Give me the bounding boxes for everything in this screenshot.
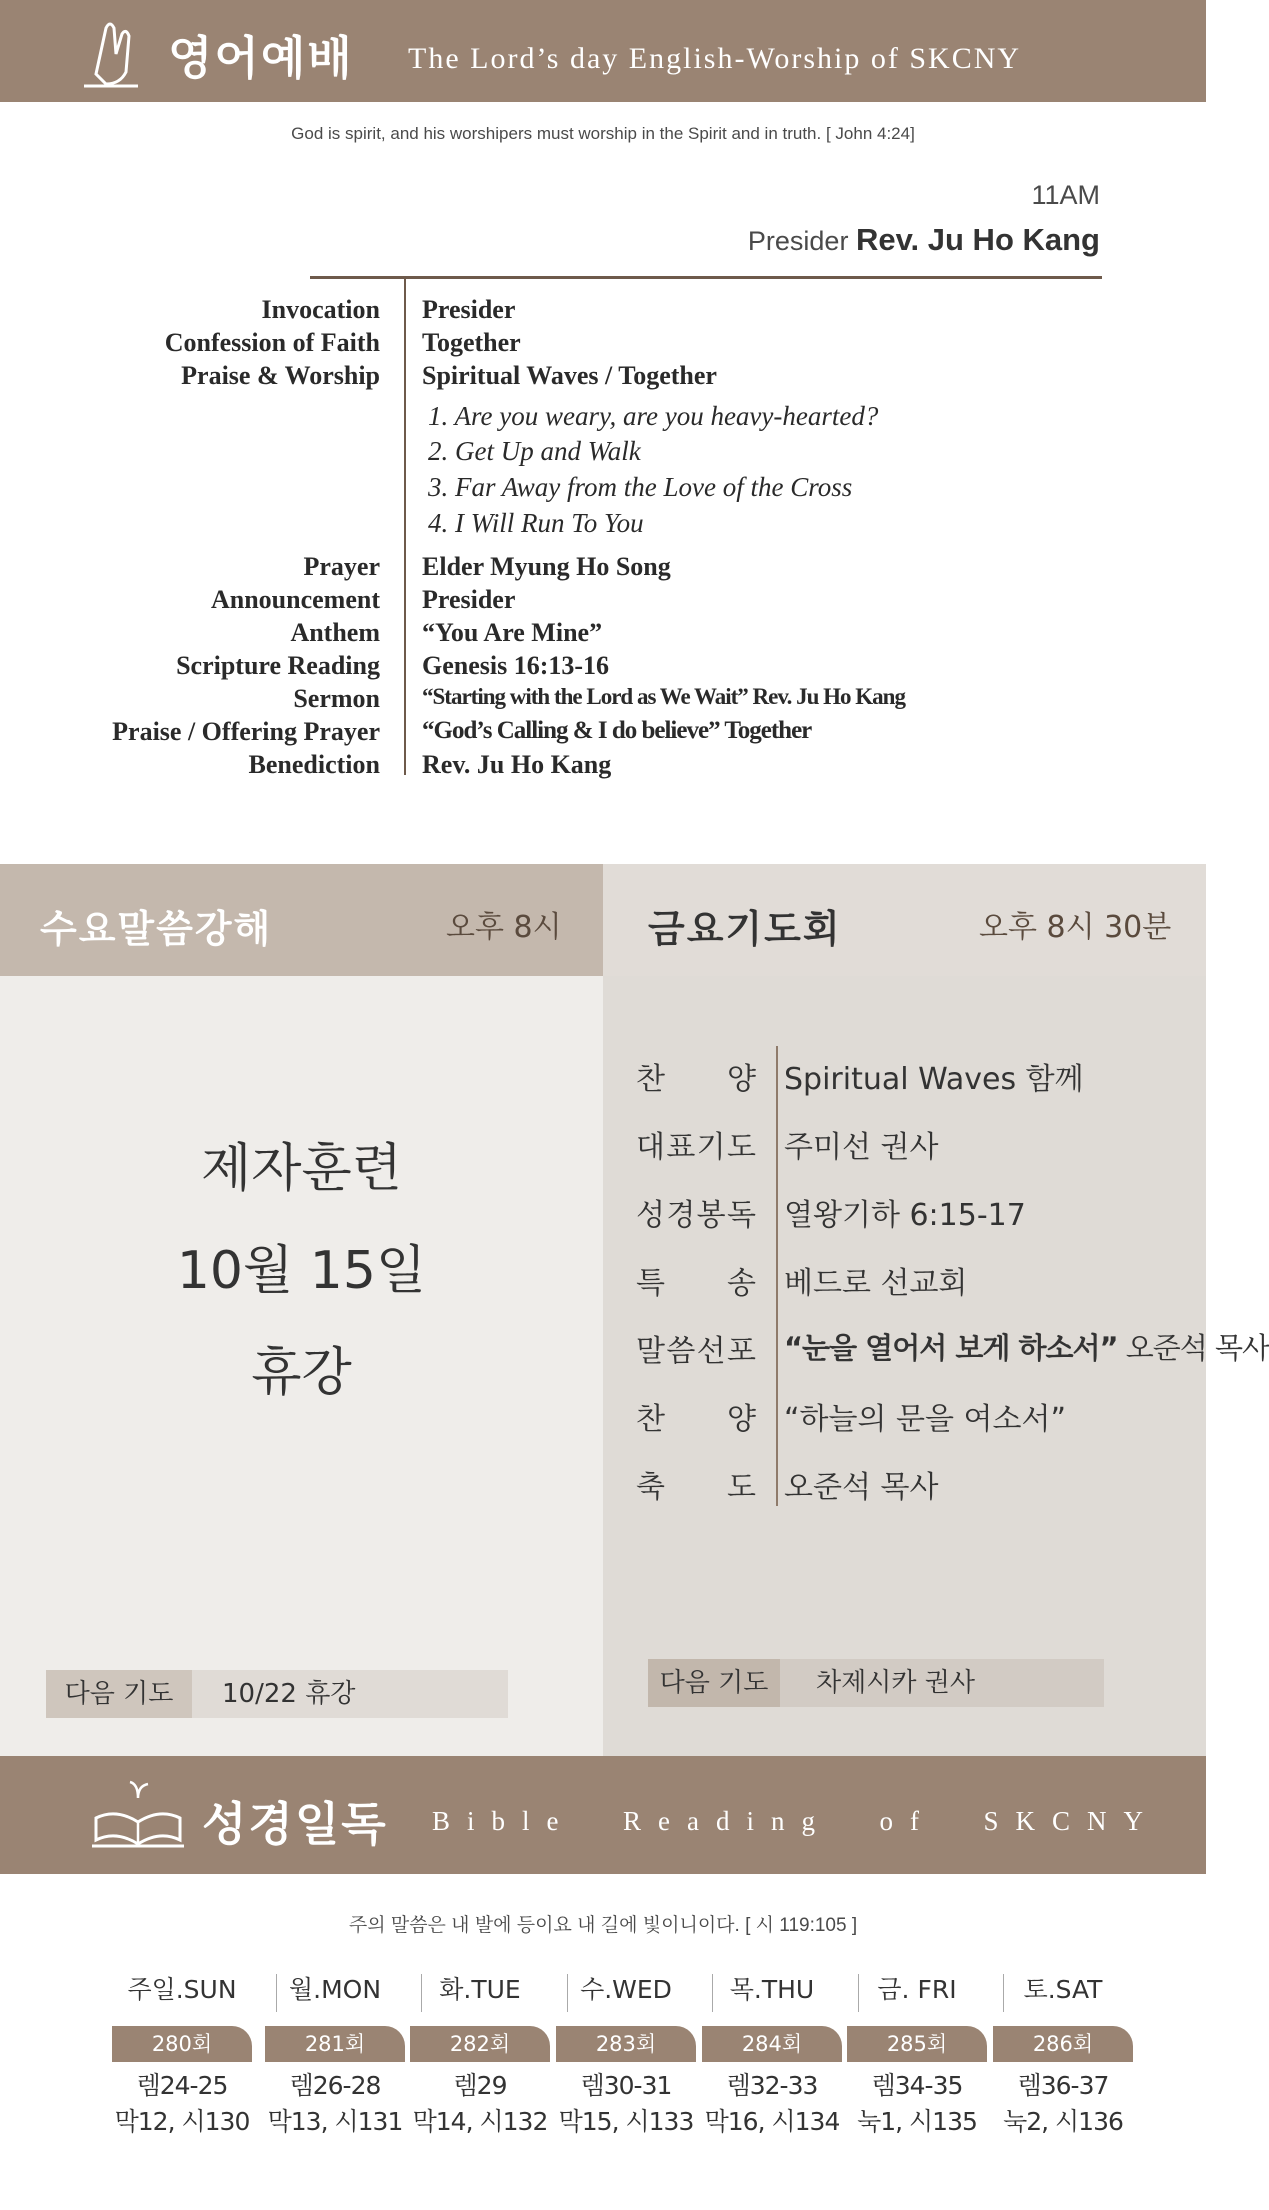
order-label: Scripture Reading — [176, 651, 380, 680]
wednesday-panel — [0, 976, 603, 1756]
reading-passage: 렘29 막14, 시132 — [412, 2071, 548, 2136]
reading-day — [993, 1970, 1133, 2140]
order-label: Prayer — [303, 552, 380, 581]
day-name: 월.MON — [288, 1975, 382, 2004]
friday-row-value: 열왕기하 6:15-17 — [784, 1198, 1026, 1233]
order-item — [0, 750, 1206, 783]
bible-reading-title-ko: 성경일독 — [202, 1797, 388, 1851]
order-value: Genesis 16:13-16 — [422, 651, 610, 680]
order-item — [0, 717, 1206, 750]
song-item: 3. Far Away from the Love of the Cross — [428, 472, 853, 502]
wednesday-title: 수요말씀강해 — [40, 907, 273, 951]
order-label: Invocation — [261, 295, 380, 324]
friday-divider — [776, 1046, 778, 1506]
friday-row-value: 베드로 선교회 — [784, 1266, 968, 1301]
header-divider — [310, 276, 1102, 279]
friday-row-value — [784, 1326, 1269, 1367]
wednesday-header — [0, 864, 603, 976]
wednesday-line-1: 제자훈련 — [201, 1139, 402, 1199]
presider-name: Rev. Ju Ho Kang — [855, 222, 1100, 257]
reading-day — [556, 1970, 696, 2140]
order-item — [0, 295, 1206, 328]
song-item: 2. Get Up and Walk — [428, 436, 641, 466]
order-item — [0, 618, 1206, 651]
day-name: 주일.SUN — [127, 1975, 237, 2004]
reading-passage: 렘32-33 막16, 시134 — [704, 2071, 840, 2136]
friday-row-label: 말 씀 선 포 — [636, 1334, 756, 1369]
reading-number: 284회 — [702, 2026, 842, 2062]
bible-reading-header — [0, 1756, 1206, 1874]
order-value: “God’s Calling & I do believe” Together — [422, 717, 812, 744]
reading-number: 285회 — [847, 2026, 987, 2062]
english-worship-title-ko: 영어예배 — [168, 31, 354, 85]
sermon-title: “눈을 열어서 보게 하소서” — [784, 1331, 1118, 1365]
presider-line — [748, 222, 1100, 258]
reading-day — [265, 1970, 405, 2140]
friday-row-value: 주미선 권사 — [784, 1130, 939, 1165]
day-name: 토.SAT — [1023, 1975, 1103, 2004]
order-label: Confession of Faith — [164, 328, 380, 357]
friday-row-label: 성 경 봉 독 — [636, 1198, 756, 1233]
praying-hands-icon — [76, 14, 146, 90]
next-prayer-value: 10/22 휴강 — [222, 1679, 356, 1709]
reading-passage: 렘36-37 눅2, 시136 — [1003, 2071, 1123, 2136]
order-item — [0, 361, 1206, 394]
reading-passage: 렘34-35 눅1, 시135 — [857, 2071, 977, 2136]
order-item — [0, 585, 1206, 618]
reading-number: 280회 — [112, 2026, 252, 2062]
reading-number: 281회 — [265, 2026, 405, 2062]
friday-row-value: 오준석 목사 — [784, 1470, 939, 1505]
wednesday-line-3: 휴강 — [251, 1343, 352, 1403]
order-value: Presider — [422, 585, 516, 614]
day-name: 목.THU — [729, 1975, 815, 2004]
reading-number: 286회 — [993, 2026, 1133, 2062]
day-name: 화.TUE — [439, 1975, 521, 2004]
order-label: Praise & Worship — [181, 361, 380, 390]
friday-title: 금요기도회 — [648, 907, 842, 951]
order-label: Anthem — [290, 618, 380, 647]
order-label: Praise / Offering Prayer — [112, 717, 380, 746]
song-item: 1. Are you weary, are you heavy-hearted? — [428, 401, 879, 431]
next-prayer-label: 다음 기도 — [46, 1670, 192, 1718]
reading-day — [410, 1970, 550, 2140]
reading-number: 282회 — [410, 2026, 550, 2062]
order-item — [0, 328, 1206, 361]
order-value: Spiritual Waves / Together — [422, 361, 717, 390]
friday-row-label: 찬 양 — [636, 1402, 756, 1437]
friday-time: 오후 8시 30분 — [979, 910, 1172, 945]
day-name: 수.WED — [580, 1975, 672, 2004]
open-bible-icon — [90, 1778, 186, 1850]
bible-reading-verse: 주의 말씀은 내 발에 등이요 내 길에 빛이니이다. [ 시 119:105 ] — [348, 1915, 858, 1936]
friday-row-label: 찬 양 — [636, 1062, 756, 1097]
wednesday-line-2: 10월 15일 — [176, 1241, 427, 1301]
friday-row-value: “하늘의 문을 여소서” — [784, 1402, 1066, 1437]
bible-reading-title-en: Bible Reading of SKCNY — [432, 1806, 1160, 1836]
friday-next-prayer — [648, 1659, 1104, 1707]
order-item — [0, 552, 1206, 585]
next-prayer-value: 차제시카 권사 — [816, 1668, 975, 1698]
order-value: Presider — [422, 295, 516, 324]
reading-passage: 렘26-28 막13, 시131 — [267, 2071, 403, 2136]
reading-number: 283회 — [556, 2026, 696, 2062]
wednesday-time: 오후 8시 — [446, 910, 562, 945]
order-item — [0, 684, 1206, 717]
order-item — [0, 651, 1206, 684]
friday-row-label: 특 송 — [636, 1266, 756, 1301]
order-label: Announcement — [210, 585, 380, 614]
order-label: Benediction — [248, 750, 380, 779]
day-name: 금. FRI — [877, 1975, 957, 2004]
order-value: “You Are Mine” — [422, 618, 603, 647]
wednesday-next-prayer — [46, 1670, 508, 1718]
reading-day — [702, 1970, 842, 2140]
reading-passage: 렘24-25 막12, 시130 — [114, 2071, 250, 2136]
sermon-preacher: 오준석 목사 — [1117, 1331, 1269, 1365]
english-worship-title-en: The Lord’s day English-Worship of SKCNY — [408, 42, 1022, 75]
order-label: Sermon — [293, 684, 380, 713]
reading-passage: 렘30-31 막15, 시133 — [558, 2071, 694, 2136]
english-worship-verse: God is spirit, and his worshipers must worship in the Spirit and in truth. [ John 4:24] — [291, 124, 915, 143]
friday-row-label: 축 도 — [636, 1470, 756, 1505]
reading-day — [112, 1970, 252, 2140]
friday-header — [603, 864, 1206, 976]
reading-day — [847, 1970, 987, 2140]
friday-row-value: Spiritual Waves 함께 — [784, 1062, 1084, 1097]
song-item: 4. I Will Run To You — [428, 508, 644, 538]
order-value: “Starting with the Lord as We Wait” Rev. Ju Ho Kang — [422, 684, 905, 709]
english-worship-header — [0, 0, 1206, 102]
service-time: 11AM — [1031, 180, 1100, 210]
order-value: Rev. Ju Ho Kang — [422, 750, 612, 779]
friday-row-label: 대 표 기 도 — [636, 1130, 756, 1165]
next-prayer-label: 다음 기도 — [648, 1659, 780, 1707]
presider-label: Presider — [747, 226, 849, 256]
order-value: Elder Myung Ho Song — [422, 552, 671, 581]
order-value: Together — [422, 328, 521, 357]
